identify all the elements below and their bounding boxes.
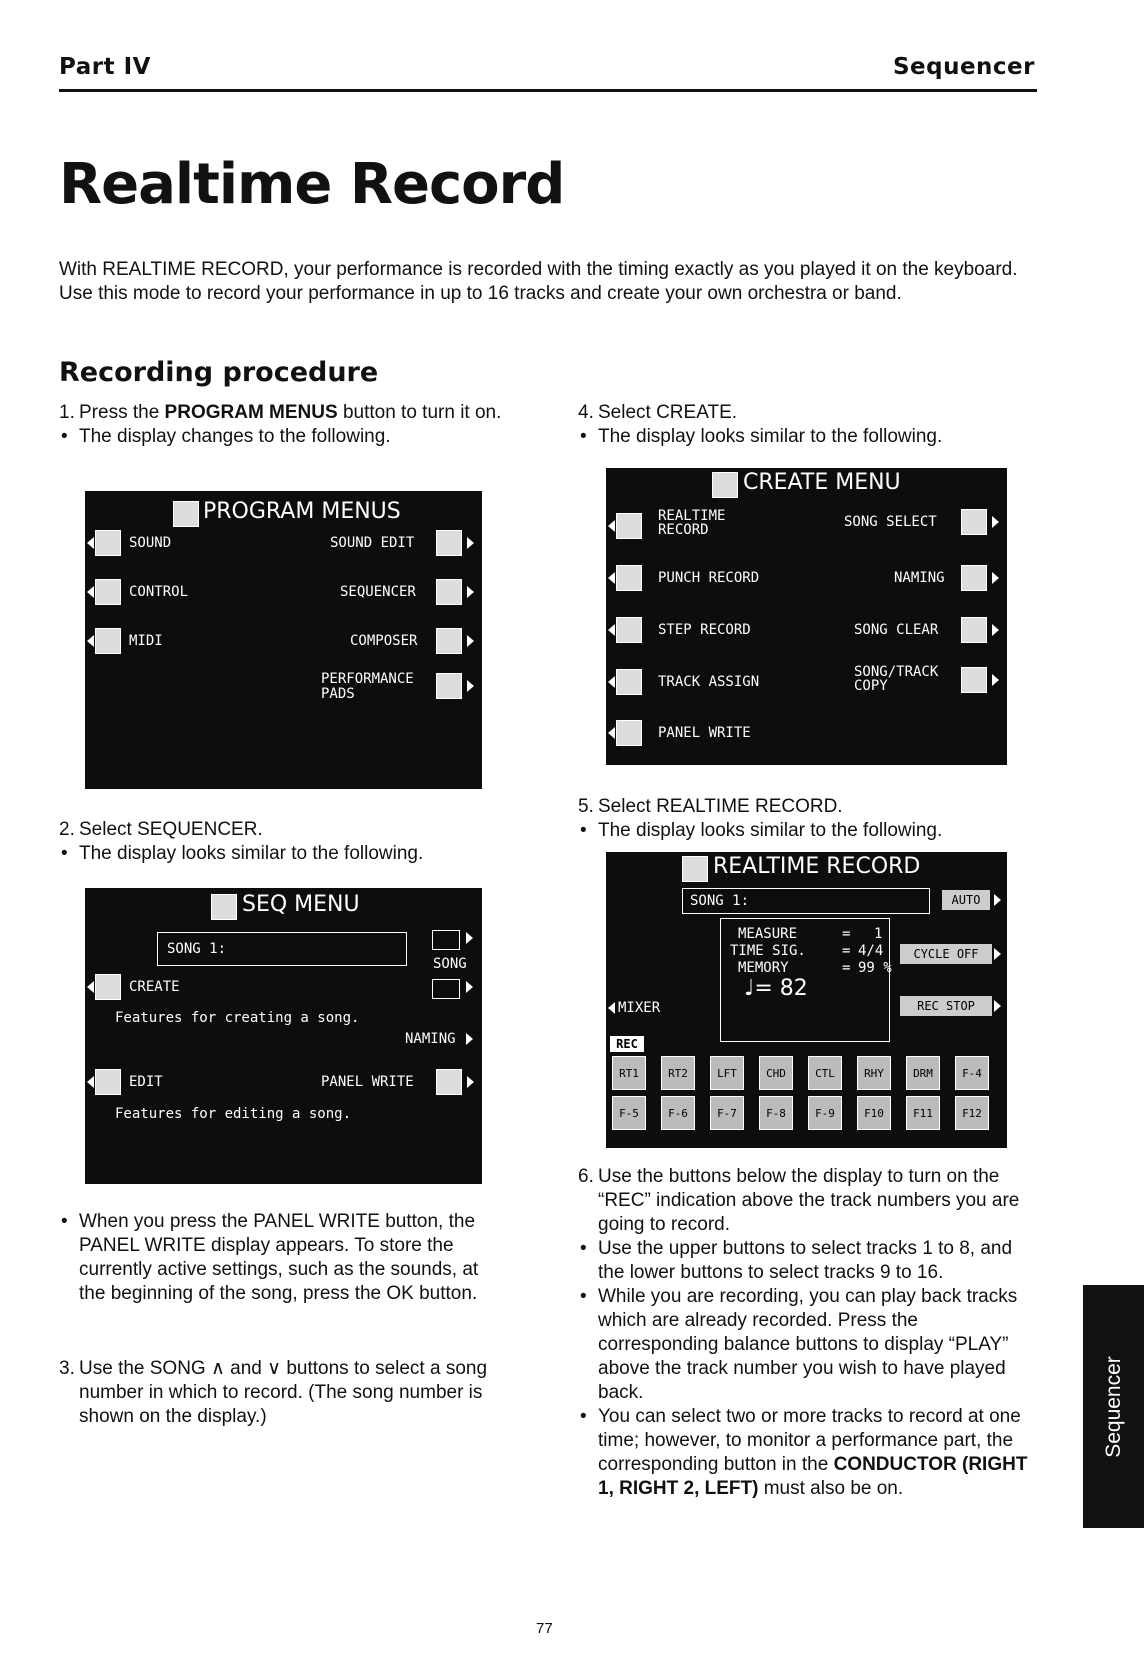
track-button[interactable]: DRM xyxy=(906,1056,940,1090)
menu-midi[interactable]: MIDI xyxy=(129,633,163,649)
screen-title: PROGRAM MENUS xyxy=(203,499,401,524)
panel-write-icon xyxy=(616,720,642,746)
track-button[interactable]: CHD xyxy=(759,1056,793,1090)
cycle-button[interactable]: CYCLE OFF xyxy=(900,944,992,964)
track-button[interactable]: F12 xyxy=(955,1096,989,1130)
program-menus-screen xyxy=(85,491,482,789)
control-icon xyxy=(95,579,121,605)
left-arrow-icon xyxy=(87,635,94,647)
track-button[interactable]: RT2 xyxy=(661,1056,695,1090)
track-button[interactable]: RT1 xyxy=(612,1056,646,1090)
naming-icon xyxy=(961,565,987,591)
punch-icon xyxy=(616,565,642,591)
header-rule xyxy=(59,89,1037,92)
intro-paragraph: With REALTIME RECORD, your performance is recorded with the timing exactly as you played it on the keyboard. Use this mode to record your performance in up to 16 tracks and create your own orchestra or band. xyxy=(59,259,1018,304)
left-arrow-icon xyxy=(87,586,94,598)
song-clear-icon xyxy=(961,617,987,643)
measure-value: 1 xyxy=(874,926,883,942)
song-up-button[interactable] xyxy=(432,930,460,950)
sequencer-icon xyxy=(211,894,237,920)
screen-title: CREATE MENU xyxy=(743,470,901,495)
step-1: 1. Press the PROGRAM MENUS button to turn it on. • The display changes to the following. xyxy=(59,402,502,447)
right-arrow-icon xyxy=(992,624,999,636)
song-button-label: SONG xyxy=(433,956,467,972)
auto-button[interactable]: AUTO xyxy=(942,890,990,910)
page-title: Realtime Record xyxy=(59,152,565,217)
menu-naming[interactable]: NAMING xyxy=(894,570,945,586)
step-4: 4. Select CREATE. • The display looks similar to the following. xyxy=(578,402,943,447)
menu-pads[interactable]: PADS xyxy=(321,686,355,702)
left-arrow-icon xyxy=(87,1076,94,1088)
side-tab xyxy=(1083,1285,1144,1528)
composer-icon xyxy=(436,628,462,654)
create-menu-screen xyxy=(606,468,1007,765)
memory-label: MEMORY xyxy=(738,960,789,976)
menu-sound-edit[interactable]: SOUND EDIT xyxy=(330,535,415,551)
timesig-label: TIME SIG. xyxy=(730,943,806,959)
header-section: Sequencer xyxy=(892,54,1035,80)
right-arrow-icon xyxy=(467,537,474,549)
track-button[interactable]: F-7 xyxy=(710,1096,744,1130)
track-button[interactable]: F-4 xyxy=(955,1056,989,1090)
menu-edit[interactable]: EDIT xyxy=(129,1074,163,1090)
menu-track-assign[interactable]: TRACK ASSIGN xyxy=(658,674,760,690)
memory-value: 99 % xyxy=(858,960,892,976)
screen-title: REALTIME RECORD xyxy=(713,854,921,879)
track-button[interactable]: LFT xyxy=(710,1056,744,1090)
left-arrow-icon xyxy=(87,537,94,549)
left-arrow-icon xyxy=(608,1002,615,1014)
right-arrow-icon xyxy=(994,1000,1001,1012)
left-arrow-icon xyxy=(87,981,94,993)
right-arrow-icon xyxy=(466,1033,473,1045)
track-button[interactable]: F-8 xyxy=(759,1096,793,1130)
song-down-button[interactable] xyxy=(432,979,460,999)
track-button[interactable]: F11 xyxy=(906,1096,940,1130)
menu-sound[interactable]: SOUND xyxy=(129,535,172,551)
track-button[interactable]: F-5 xyxy=(612,1096,646,1130)
menu-record[interactable]: RECORD xyxy=(658,522,709,538)
step-6: 6. Use the buttons below the display to turn on the “REC” indication above the track numbers you are going to record. • Use the upper buttons to select tracks 1 to 8, and the lower buttons to select tracks 9 to 16. • While you are recording, you can play back tracks which are already recorded. Press the corresponding balance buttons to display “PLAY” above the track number you wish to have played back. • You can select two or more tracks to record at one time; however, to monitor a performance part, the corresponding button in the CONDUCTOR (RIGHT 1, RIGHT 2, LEFT) must also be on. xyxy=(578,1166,1028,1499)
menu-panel-write[interactable]: PANEL WRITE xyxy=(658,725,751,741)
timesig-equals: = xyxy=(842,943,851,959)
right-arrow-icon xyxy=(467,586,474,598)
menu-mixer[interactable]: MIXER xyxy=(618,1000,661,1016)
measure-equals: = xyxy=(842,926,851,942)
menu-icon xyxy=(173,501,199,527)
menu-composer[interactable]: COMPOSER xyxy=(350,633,418,649)
pads-icon xyxy=(436,673,462,699)
right-arrow-icon xyxy=(467,635,474,647)
right-arrow-icon xyxy=(466,932,473,944)
panel-write-note: • When you press the PANEL WRITE button, the PANEL WRITE display appears. To store the currently active settings, such as the sounds, at the beginning of the song, press the OK button. xyxy=(61,1211,479,1304)
menu-control[interactable]: CONTROL xyxy=(129,584,189,600)
note-icon xyxy=(95,530,121,556)
timesig-value: 4/4 xyxy=(858,943,884,959)
clock-icon xyxy=(616,513,642,539)
track-button[interactable]: F-9 xyxy=(808,1096,842,1130)
left-arrow-icon xyxy=(608,572,615,584)
seq-menu-screen xyxy=(85,888,482,1184)
create-description: Features for creating a song. xyxy=(115,1010,360,1026)
menu-step-record[interactable]: STEP RECORD xyxy=(658,622,751,638)
edit-icon xyxy=(95,1069,121,1095)
track-button[interactable]: F10 xyxy=(857,1096,891,1130)
right-arrow-icon xyxy=(467,680,474,692)
menu-naming[interactable]: NAMING xyxy=(405,1031,456,1047)
page-number: 77 xyxy=(536,1620,553,1637)
menu-realtime[interactable]: REALTIME xyxy=(658,508,726,524)
create-icon xyxy=(712,472,738,498)
menu-panel-write[interactable]: PANEL WRITE xyxy=(321,1074,414,1090)
left-arrow-icon xyxy=(608,727,615,739)
sequencer-icon xyxy=(436,579,462,605)
left-arrow-icon xyxy=(608,624,615,636)
create-icon xyxy=(95,974,121,1000)
rec-indicator: REC xyxy=(610,1036,644,1052)
menu-song-select[interactable]: SONG SELECT xyxy=(844,514,937,530)
section-title: Recording procedure xyxy=(59,357,379,388)
clock-icon xyxy=(682,856,708,882)
menu-performance[interactable]: PERFORMANCE xyxy=(321,671,414,687)
song-label: SONG 1: xyxy=(690,893,750,909)
screen-title: SEQ MENU xyxy=(242,892,360,917)
song-select-icon xyxy=(961,509,987,535)
header-part: Part IV xyxy=(59,54,151,80)
menu-song-clear[interactable]: SONG CLEAR xyxy=(854,622,939,638)
right-arrow-icon xyxy=(992,572,999,584)
measure-label: MEASURE xyxy=(738,926,798,942)
track-button[interactable]: RHY xyxy=(857,1056,891,1090)
left-arrow-icon xyxy=(608,676,615,688)
right-arrow-icon xyxy=(994,948,1001,960)
track-assign-icon xyxy=(616,669,642,695)
edit-icon xyxy=(436,530,462,556)
copy-icon xyxy=(961,667,987,693)
menu-punch-record[interactable]: PUNCH RECORD xyxy=(658,570,760,586)
realtime-record-screen xyxy=(606,852,1007,1148)
track-button[interactable]: CTL xyxy=(808,1056,842,1090)
edit-description: Features for editing a song. xyxy=(115,1106,352,1122)
right-arrow-icon xyxy=(992,674,999,686)
memory-equals: = xyxy=(842,960,851,976)
rec-stop-button[interactable]: REC STOP xyxy=(900,996,992,1016)
menu-copy[interactable]: COPY xyxy=(854,678,888,694)
step-3: 3. Use the SONG ∧ and ∨ buttons to select a song number in which to record. (The song number is shown on the display.) xyxy=(59,1358,488,1427)
right-arrow-icon xyxy=(467,1076,474,1088)
right-arrow-icon xyxy=(466,981,473,993)
menu-create[interactable]: CREATE xyxy=(129,979,180,995)
right-arrow-icon xyxy=(992,516,999,528)
side-tab-label: Sequencer xyxy=(1101,1355,1125,1458)
step-icon xyxy=(616,617,642,643)
track-button[interactable]: F-6 xyxy=(661,1096,695,1130)
step-2: 2. Select SEQUENCER. • The display looks similar to the following. xyxy=(59,819,424,864)
menu-song-track[interactable]: SONG/TRACK xyxy=(854,664,939,680)
song-label: SONG 1: xyxy=(167,941,227,957)
midi-icon xyxy=(95,628,121,654)
panel-write-icon xyxy=(436,1069,462,1095)
step-5: 5. Select REALTIME RECORD. • The display looks similar to the following. xyxy=(578,796,943,841)
right-arrow-icon xyxy=(994,894,1001,906)
tempo-display: ♩= 82 xyxy=(744,976,808,1001)
left-arrow-icon xyxy=(608,520,615,532)
menu-sequencer[interactable]: SEQUENCER xyxy=(340,584,416,600)
